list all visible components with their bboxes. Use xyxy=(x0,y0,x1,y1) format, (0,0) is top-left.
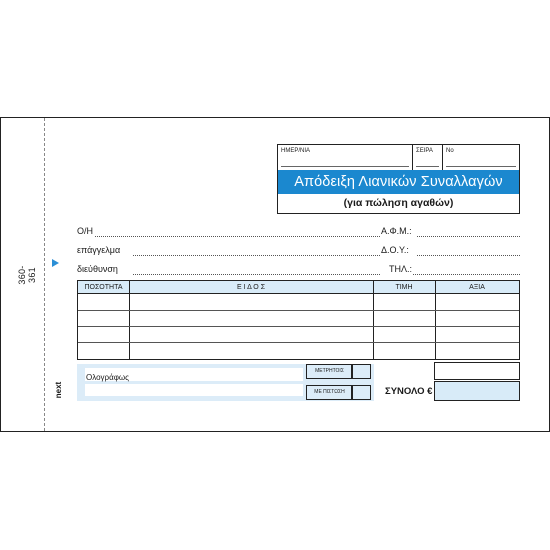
col-price: ΤΙΜΗ xyxy=(373,281,435,294)
tax-office-label: Δ.Ο.Υ.: xyxy=(381,245,409,255)
phone-label: ΤΗΛ.: xyxy=(389,264,413,274)
table-row[interactable] xyxy=(78,310,519,311)
name-input[interactable] xyxy=(95,236,380,237)
phone-input[interactable] xyxy=(413,274,520,275)
subtotal-field[interactable] xyxy=(434,362,520,380)
col-value: ΑΞΙΑ xyxy=(435,281,519,294)
name-row xyxy=(77,226,520,238)
profession-label: επάγγελμα xyxy=(77,245,121,255)
arrow-right-icon xyxy=(52,259,59,267)
number-label: Νο xyxy=(446,148,454,154)
series-field[interactable] xyxy=(412,145,442,170)
total-label: ΣΥΝΟΛΟ € xyxy=(385,386,433,397)
address-row xyxy=(77,264,520,276)
table-row[interactable] xyxy=(78,342,519,343)
cash-checkbox[interactable] xyxy=(351,364,371,379)
col-quantity: ΠΟΣΟΤΗΤΑ xyxy=(78,281,129,294)
profession-row xyxy=(77,245,520,257)
amount-in-words-input-2[interactable] xyxy=(85,384,303,396)
date-label: ΗΜΕΡ/ΝΙΑ xyxy=(281,148,311,154)
items-table xyxy=(77,280,520,360)
number-field[interactable] xyxy=(442,145,519,170)
receipt-header xyxy=(277,144,520,214)
document-title: Απόδειξη Λιανικών Συναλλαγών xyxy=(278,170,519,194)
series-label: ΣΕΙΡΑ xyxy=(416,148,433,154)
date-field[interactable] xyxy=(278,145,412,170)
credit-label: ΜΕ ΠΙΣΤΩΣΗ xyxy=(306,385,353,400)
credit-checkbox[interactable] xyxy=(351,385,371,400)
tax-office-input[interactable] xyxy=(417,255,520,256)
amount-in-words-label: Ολογράφως xyxy=(86,373,130,382)
header-fields xyxy=(278,145,519,170)
profession-input[interactable] xyxy=(133,255,380,256)
address-label: διεύθυνση xyxy=(77,264,118,274)
vat-input[interactable] xyxy=(417,236,520,237)
total-field[interactable] xyxy=(434,381,520,401)
table-row[interactable] xyxy=(78,326,519,327)
col-item: Ε Ι Δ Ο Σ xyxy=(129,281,373,294)
name-label: Ο/Η xyxy=(77,226,94,236)
address-input[interactable] xyxy=(133,274,380,275)
brand-logo: next xyxy=(54,381,63,399)
cash-label: ΜΕΤΡΗΤΟΙΣ xyxy=(306,364,353,379)
receipt-form xyxy=(0,117,550,432)
vat-label: Α.Φ.Μ.: xyxy=(381,226,412,236)
document-subtitle: (για πώληση αγαθών) xyxy=(343,197,454,209)
side-code: 360-361 xyxy=(17,265,37,285)
perforation-line xyxy=(44,118,45,431)
